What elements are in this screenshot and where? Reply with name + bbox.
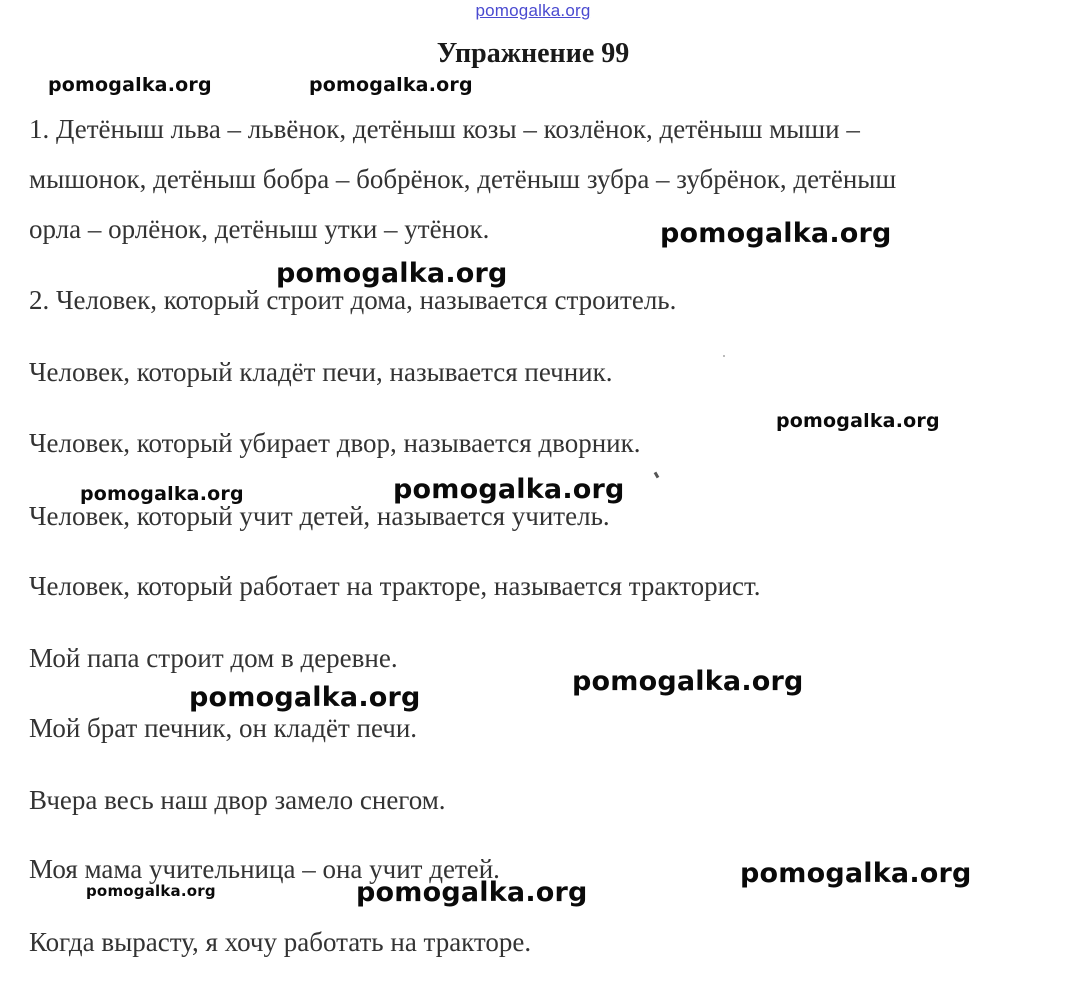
watermark-text: pomogalka.org: [309, 74, 473, 96]
watermark-text: pomogalka.org: [356, 877, 588, 908]
text-line: 2. Человек, который строит дома, называется строитель.: [29, 285, 677, 315]
scan-speck: [723, 355, 725, 357]
text-line: Моя мама учительница – она учит детей.: [29, 854, 500, 884]
watermark-text: pomogalka.org: [740, 858, 972, 889]
text-line: Человек, который убирает двор, называется дворник.: [29, 428, 641, 458]
scan-speck: [654, 472, 660, 479]
text-line: орла – орлёнок, детёныш утки – утёнок.: [29, 214, 490, 244]
watermark-text: pomogalka.org: [572, 666, 804, 697]
watermark-text: pomogalka.org: [776, 410, 940, 432]
watermark-text: pomogalka.org: [393, 474, 625, 505]
text-line: 1. Детёныш льва – львёнок, детёныш козы – козлёнок, детёныш мыши –: [29, 114, 860, 144]
watermark-text: pomogalka.org: [80, 483, 244, 505]
watermark-text: pomogalka.org: [189, 682, 421, 713]
text-line: Мой брат печник, он кладёт печи.: [29, 713, 418, 743]
text-line: Когда вырасту, я хочу работать на тракторе.: [29, 927, 532, 957]
text-line: Человек, который кладёт печи, называется печник.: [29, 357, 613, 387]
watermark-text: pomogalka.org: [86, 882, 216, 900]
text-line: Вчера весь наш двор замело снегом.: [29, 785, 446, 815]
text-line: мышонок, детёныш бобра – бобрёнок, детёныш зубра – зубрёнок, детёныш: [29, 164, 897, 194]
text-line: Человек, который работает на тракторе, называется тракторист.: [29, 571, 761, 601]
watermark-text: pomogalka.org: [660, 218, 892, 249]
watermark-text: pomogalka.org: [276, 258, 508, 289]
watermark-text: pomogalka.org: [48, 74, 212, 96]
site-link[interactable]: pomogalka.org: [475, 1, 591, 20]
text-line: Мой папа строит дом в деревне.: [29, 643, 398, 673]
text-line: Человек, который учит детей, называется учитель.: [29, 501, 610, 531]
exercise-title: Упражнение 99: [436, 38, 630, 69]
